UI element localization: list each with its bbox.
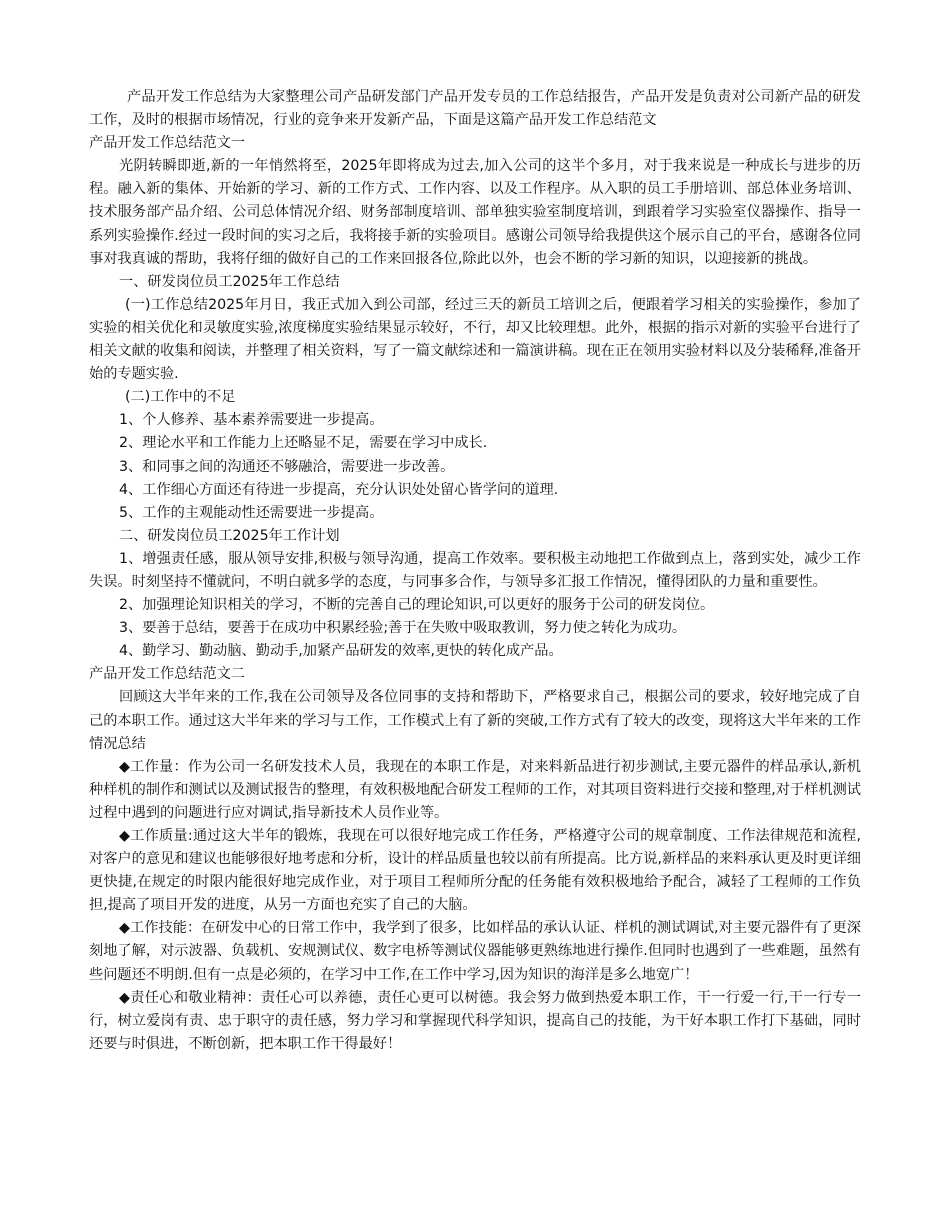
list-item: 2、理论水平和工作能力上还略显不足，需要在学习中成长.	[119, 435, 488, 452]
subsection-paragraph: (一)工作总结2025年月日，我正式加入到公司部，经过三天的新员工培训之后，便跟着学习相关的实验操作，参加了实验的相关优化和灵敏度实验,浓度梯度实验结果显示较好，不行，却又比较理想。此外，根据的指示对新的实验平台进行了相关文献的收集和阅读，并整理了相关资料，写了一篇文献综述和一篇演讲稿。现在正在领用实验材料以及分装稀释,准备开始的专题实验.	[89, 296, 861, 383]
body-paragraph: ◆责任心和敬业精神：责任心可以养德，责任心更可以树德。我会努力做到热爱本职工作，干一行爱一行,干一行专一行，树立爱岗有责、忠于职守的责任感，努力学习和掌握现代科学知识，提高自己的技能，为干好本职工作打下基础，同时还要与时俱进，不断创新，把本职工作干得最好！	[89, 989, 861, 1052]
list-item: 3、和同事之间的沟通还不够融洽，需要进一步改善。	[119, 458, 455, 475]
body-paragraph: 光阴转瞬即逝,新的一年悄然将至，2025年即将成为过去,加入公司的这半个多月，对于我来说是一种成长与进步的历程。融入新的集体、开始新的学习、新的工作方式、工作内容、以及工作程序。从入职的员工手册培训、部总体业务培训、技术服务部产品介绍、公司总体情况介绍、财务部制度培训、部单独实验室制度培训，到跟着学习实验室仪器操作、指导一系列实验操作.经过一段时间的实习之后，我将接手新的实验项目。感谢公司领导给我提供这个展示自己的平台，感谢各位同事对我真诚的帮助，我将仔细的做好自己的工作来回报各位,除此以外，也会不断的学习新的知识，以迎接新的挑战。	[89, 158, 861, 267]
section-heading: 二、研发岗位员工2025年工作计划	[119, 527, 340, 544]
list-item: 4、工作细心方面还有待进一步提高，充分认识处处留心皆学问的道理.	[119, 481, 559, 498]
list-item: 1、增强责任感，服从领导安排,积极与领导沟通，提高工作效率。要积极主动地把工作做到点上，落到实处，减少工作失误。时刻坚持不懂就问，不明白就多学的态度，与同事多合作，与领导多汇报工作情况，懂得团队的力量和重要性。	[89, 550, 861, 590]
list-item: 4、勤学习、勤动脑、勤动手,加紧产品研发的效率,更快的转化成产品。	[119, 643, 563, 660]
section-title-1: 产品开发工作总结范文一	[89, 135, 246, 152]
list-item: 3、要善于总结，要善于在成功中积累经验;善于在失败中吸取教训，努力使之转化为成功。	[119, 620, 687, 637]
subsection-heading: (二)工作中的不足	[125, 389, 236, 406]
body-paragraph: ◆工作质量:通过这大半年的锻炼，我现在可以很好地完成工作任务，严格遵守公司的规章制度、工作法律规范和流程,对客户的意见和建议也能够很好地考虑和分析，设计的样品质量也较以前有所提高。比方说,新样品的来料承认更及时更详细更快捷,在规定的时限内能很好地完成作业，对于项目工程师所分配的任务能有效积极地给予配合，减轻了工程师的工作负担,提高了项目开发的进度，从另一方面也充实了自己的大脑。	[89, 828, 861, 914]
section-title-2: 产品开发工作总结范文二	[89, 666, 246, 683]
body-paragraph: ◆工作量：作为公司一名研发技术人员，我现在的本职工作是，对来料新品进行初步测试,主要元器件的样品承认,新机种样机的制作和测试以及测试报告的整理，有效积极地配合研发工程师的工作，对其项目资料进行交接和整理,对于样机测试过程中遇到的问题进行应对调试,指导新技术人员作业等。	[89, 758, 861, 821]
section-heading: 一、研发岗位员工2025年工作总结	[119, 273, 340, 290]
intro-paragraph: 产品开发工作总结为大家整理公司产品研发部门产品开发专员的工作总结报告，产品开发是负责对公司新产品的研发工作，及时的根据市场情况，行业的竞争来开发新产品，下面是这篇产品开发工作总结范文	[89, 89, 861, 129]
body-paragraph: 回顾这大半年来的工作,我在公司领导及各位同事的支持和帮助下，严格要求自己，根据公司的要求，较好地完成了自己的本职工作。通过这大半年来的学习与工作，工作模式上有了新的突破,工作方式有了较大的改变，现将这大半年来的工作情况总结	[89, 689, 861, 752]
body-paragraph: ◆工作技能：在研发中心的日常工作中，我学到了很多，比如样品的承认认证、样机的测试调试,对主要元器件有了更深刻地了解，对示波器、负载机、安规测试仪、数字电桥等测试仪器能够更熟练地进行操作.但同时也遇到了一些难题，虽然有些问题还不明朗.但有一点是必须的，在学习中工作,在工作中学习,因为知识的海洋是多么地宽广！	[89, 920, 861, 983]
list-item: 2、加强理论知识相关的学习，不断的完善自己的理论知识,可以更好的服务于公司的研发岗位。	[119, 597, 715, 614]
list-item: 5、工作的主观能动性还需要进一步提高。	[119, 504, 384, 521]
list-item: 1、个人修养、基本素养需要进一步提高。	[119, 412, 384, 429]
document-body	[89, 86, 861, 1056]
